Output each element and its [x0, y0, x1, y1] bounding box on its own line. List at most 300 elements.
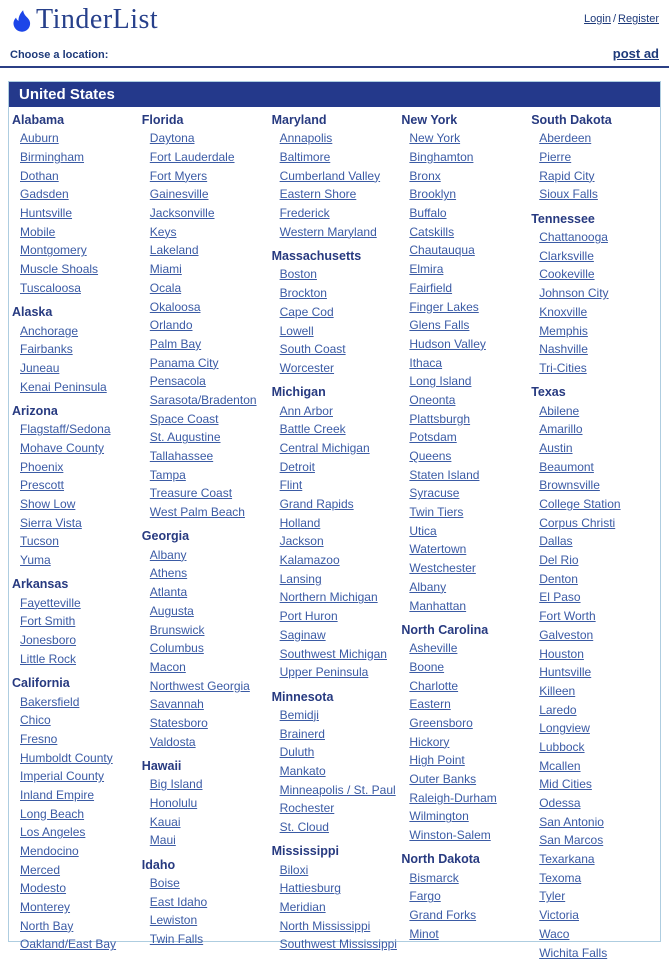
city-link[interactable]: Brainerd — [279, 726, 325, 741]
city-link[interactable]: Wichita Falls — [539, 945, 608, 960]
city-link[interactable]: Boise — [149, 876, 180, 891]
city-link[interactable]: Fort Myers — [149, 168, 208, 183]
city-link[interactable]: Long Beach — [20, 806, 85, 821]
city-row — [400, 316, 530, 335]
city-link[interactable]: Mendocino — [20, 844, 79, 859]
city-row — [271, 551, 401, 570]
city-link[interactable]: Syracuse — [409, 486, 460, 501]
city-row — [141, 714, 271, 733]
login-link[interactable]: Login — [584, 13, 611, 25]
city-link[interactable]: Statesboro — [149, 715, 208, 730]
city-row — [11, 420, 141, 439]
city-link[interactable]: Potsdam — [409, 430, 457, 445]
city-link[interactable]: Pensacola — [149, 374, 206, 389]
city-link[interactable]: Ann Arbor — [279, 403, 333, 418]
city-link[interactable]: Denton — [539, 571, 578, 586]
state-heading: Mississippi — [271, 844, 339, 859]
city-link[interactable]: Abilene — [539, 403, 580, 418]
city-link[interactable]: Finger Lakes — [409, 299, 479, 314]
city-link[interactable]: Boone — [409, 659, 445, 674]
city-link[interactable]: Brownsville — [539, 478, 600, 493]
city-link[interactable]: Twin Falls — [149, 932, 204, 947]
city-link[interactable]: Amarillo — [539, 422, 583, 437]
city-link[interactable]: Kauai — [149, 814, 181, 829]
city-row — [11, 898, 141, 917]
city-row — [141, 279, 271, 298]
city-row — [141, 353, 271, 372]
logo-text: TinderList — [36, 4, 159, 35]
city-row — [400, 353, 530, 372]
city-row — [11, 612, 141, 631]
city-link[interactable]: Austin — [539, 440, 573, 455]
city-link[interactable]: Ithaca — [409, 355, 443, 370]
city-link[interactable]: Western Maryland — [279, 224, 377, 239]
city-link[interactable]: Killeen — [539, 683, 576, 698]
city-link[interactable]: Del Rio — [539, 553, 579, 568]
city-link[interactable]: Laredo — [539, 702, 577, 717]
city-link[interactable]: East Idaho — [149, 894, 208, 909]
city-link[interactable]: Cumberland Valley — [279, 168, 381, 183]
city-link[interactable]: Phoenix — [20, 459, 64, 474]
city-link[interactable]: Central Michigan — [279, 440, 370, 455]
city-link[interactable]: Palm Bay — [149, 336, 202, 351]
city-row — [11, 166, 141, 185]
city-link[interactable]: Huntsville — [20, 206, 73, 221]
city-link[interactable]: Augusta — [149, 603, 194, 618]
city-link[interactable]: Detroit — [279, 459, 315, 474]
city-link[interactable]: Monterey — [20, 900, 71, 915]
state-group — [271, 843, 401, 953]
city-link[interactable]: Gainesville — [149, 187, 209, 202]
city-row — [530, 756, 660, 775]
city-link[interactable]: Nashville — [539, 342, 588, 357]
city-row — [400, 297, 530, 316]
city-link[interactable]: Knoxville — [539, 304, 588, 319]
city-link[interactable]: Brunswick — [149, 622, 205, 637]
city-link[interactable]: San Antonio — [539, 814, 604, 829]
city-link[interactable]: Lubbock — [539, 739, 585, 754]
city-link[interactable]: Utica — [409, 523, 437, 538]
city-link[interactable]: Queens — [409, 449, 452, 464]
city-link[interactable]: Birmingham — [20, 150, 85, 165]
city-row — [141, 260, 271, 279]
city-link[interactable]: Hickory — [409, 734, 450, 749]
city-link[interactable]: Boston — [279, 267, 317, 282]
column — [141, 112, 271, 962]
city-link[interactable]: Bakersfield — [20, 694, 80, 709]
city-row — [271, 532, 401, 551]
city-row — [400, 596, 530, 615]
city-link[interactable]: Eastern Shore — [279, 187, 357, 202]
city-row — [400, 391, 530, 410]
city-link[interactable]: Sarasota/Bradenton — [149, 392, 257, 407]
city-row — [400, 335, 530, 354]
city-link[interactable]: North Bay — [20, 918, 74, 933]
city-row — [530, 925, 660, 944]
city-row — [271, 284, 401, 303]
city-row — [400, 185, 530, 204]
city-row — [400, 807, 530, 826]
city-row — [141, 545, 271, 564]
city-link[interactable]: Odessa — [539, 796, 581, 811]
city-link[interactable]: Jacksonville — [149, 206, 215, 221]
city-link[interactable]: Big Island — [149, 777, 203, 792]
city-row — [141, 148, 271, 167]
city-link[interactable]: Texoma — [539, 870, 582, 885]
city-link[interactable]: Fayetteville — [20, 595, 81, 610]
register-link[interactable]: Register — [618, 13, 659, 25]
city-link[interactable]: Mid Cities — [539, 777, 592, 792]
city-link[interactable]: Yuma — [20, 553, 51, 568]
city-row — [271, 780, 401, 799]
city-link[interactable]: Victoria — [539, 908, 579, 923]
city-link[interactable]: Lowell — [279, 323, 314, 338]
city-link[interactable]: Buffalo — [409, 206, 447, 221]
city-link[interactable]: Upper Peninsula — [279, 665, 369, 680]
city-link[interactable]: New York — [409, 131, 461, 146]
city-row — [271, 303, 401, 322]
city-link[interactable]: Northern Michigan — [279, 590, 378, 605]
city-link[interactable]: Bismarck — [409, 870, 459, 885]
city-row — [11, 457, 141, 476]
city-link[interactable]: Waco — [539, 926, 570, 941]
city-link[interactable]: Mohave County — [20, 440, 105, 455]
city-row — [400, 260, 530, 279]
city-link[interactable]: Albany — [149, 547, 187, 562]
city-row — [271, 476, 401, 495]
city-link[interactable]: Biloxi — [279, 862, 309, 877]
city-row — [400, 503, 530, 522]
city-link[interactable]: Fort Lauderdale — [149, 150, 235, 165]
city-row — [141, 732, 271, 751]
city-link[interactable]: Muscle Shoals — [20, 262, 99, 277]
city-link[interactable]: Tri-Cities — [539, 360, 587, 375]
city-row — [530, 663, 660, 682]
city-link[interactable]: Westchester — [409, 561, 476, 576]
city-link[interactable]: Tyler — [539, 889, 566, 904]
city-link[interactable]: Modesto — [20, 881, 67, 896]
city-link[interactable]: Anchorage — [20, 323, 79, 338]
city-link[interactable]: Elmira — [409, 262, 444, 277]
city-link[interactable]: Twin Tiers — [409, 505, 464, 520]
city-link[interactable]: Sioux Falls — [539, 187, 598, 202]
city-link[interactable]: North Mississippi — [279, 918, 371, 933]
city-link[interactable]: Daytona — [149, 131, 195, 146]
city-row — [530, 148, 660, 167]
city-link[interactable]: Tallahassee — [149, 449, 214, 464]
city-link[interactable]: Minneapolis / St. Paul — [279, 782, 396, 797]
city-link[interactable]: Rapid City — [539, 168, 595, 183]
city-link[interactable]: Albany — [409, 579, 447, 594]
city-link[interactable]: Longview — [539, 721, 590, 736]
city-link[interactable]: Minot — [409, 926, 439, 941]
city-link[interactable]: Houston — [539, 646, 584, 661]
city-row — [11, 823, 141, 842]
city-link[interactable]: Chico — [20, 713, 51, 728]
city-link[interactable]: Tucson — [20, 534, 59, 549]
city-link[interactable]: Tampa — [149, 467, 186, 482]
city-link[interactable]: Baltimore — [279, 150, 331, 165]
city-link[interactable]: Frederick — [279, 206, 330, 221]
city-link[interactable]: Rochester — [279, 801, 335, 816]
city-link[interactable]: Texarkana — [539, 852, 595, 867]
city-link[interactable]: Aberdeen — [539, 131, 592, 146]
city-link[interactable]: Ocala — [149, 280, 182, 295]
state-heading: Michigan — [271, 385, 326, 400]
city-link[interactable]: Memphis — [539, 323, 588, 338]
city-row — [271, 340, 401, 359]
city-link[interactable]: Annapolis — [279, 131, 333, 146]
city-link[interactable]: Duluth — [279, 745, 315, 760]
city-link[interactable]: Okaloosa — [149, 299, 201, 314]
city-link[interactable]: St. Augustine — [149, 430, 221, 445]
city-link[interactable]: Chautauqua — [409, 243, 475, 258]
city-row — [400, 521, 530, 540]
flame-icon — [10, 6, 35, 34]
city-link[interactable]: Inland Empire — [20, 787, 95, 802]
city-link[interactable]: Hudson Valley — [409, 336, 486, 351]
city-link[interactable]: South Coast — [279, 342, 346, 357]
city-link[interactable]: Flagstaff/Sedona — [20, 422, 111, 437]
city-link[interactable]: Miami — [149, 262, 182, 277]
city-row — [271, 916, 401, 935]
city-row — [271, 569, 401, 588]
city-row — [271, 185, 401, 204]
city-link[interactable]: Greensboro — [409, 715, 473, 730]
city-link[interactable]: Dothan — [20, 168, 59, 183]
state-heading: Florida — [141, 113, 184, 127]
city-link[interactable]: Maui — [149, 833, 176, 848]
city-link[interactable]: Savannah — [149, 697, 204, 712]
city-link[interactable]: Mcallen — [539, 758, 581, 773]
city-link[interactable]: Huntsville — [539, 665, 592, 680]
city-link[interactable]: Flint — [279, 478, 303, 493]
city-link[interactable]: College Station — [539, 497, 621, 512]
city-link[interactable]: Fresno — [20, 731, 58, 746]
city-row — [271, 935, 401, 954]
city-link[interactable]: High Point — [409, 753, 465, 768]
city-link[interactable]: Brockton — [279, 286, 327, 301]
city-link[interactable]: Montgomery — [20, 243, 87, 258]
city-link[interactable]: Oneonta — [409, 392, 456, 407]
city-link[interactable]: Battle Creek — [279, 422, 346, 437]
city-row — [141, 222, 271, 241]
city-link[interactable]: Port Huron — [279, 609, 338, 624]
city-link[interactable]: Eastern — [409, 697, 451, 712]
city-link[interactable]: Oakland/East Bay — [20, 937, 117, 952]
city-row — [530, 129, 660, 148]
city-row — [530, 284, 660, 303]
city-link[interactable]: Fairbanks — [20, 342, 73, 357]
city-row — [400, 222, 530, 241]
city-row — [11, 650, 141, 669]
city-link[interactable]: Macon — [149, 659, 186, 674]
city-link[interactable]: Prescott — [20, 478, 65, 493]
state-heading: Hawaii — [141, 759, 182, 773]
city-link[interactable]: Watertown — [409, 542, 467, 557]
city-link[interactable]: Show Low — [20, 497, 76, 512]
city-link[interactable]: Hattiesburg — [279, 881, 341, 896]
city-row — [141, 316, 271, 335]
post-ad-link[interactable]: post ad — [612, 46, 659, 61]
city-link[interactable]: Bemidji — [279, 707, 319, 722]
state-heading: Idaho — [141, 857, 176, 872]
city-row — [530, 185, 660, 204]
city-link[interactable]: Orlando — [149, 318, 193, 333]
city-link[interactable]: Fort Smith — [20, 614, 76, 629]
city-row — [11, 551, 141, 570]
city-link[interactable]: El Paso — [539, 590, 581, 605]
state-heading: Maryland — [271, 113, 327, 127]
city-link[interactable]: Merced — [20, 862, 61, 877]
city-row — [141, 620, 271, 639]
city-row — [271, 860, 401, 879]
city-link[interactable]: Fort Worth — [539, 609, 596, 624]
app-logo[interactable] — [10, 4, 158, 36]
city-link[interactable]: Binghamton — [409, 150, 474, 165]
city-row — [141, 831, 271, 850]
city-row — [530, 812, 660, 831]
columns-container — [9, 107, 660, 962]
city-link[interactable]: Cookeville — [539, 267, 595, 282]
city-link[interactable]: Winston-Salem — [409, 828, 491, 843]
state-group — [530, 384, 660, 962]
city-link[interactable]: Atlanta — [149, 585, 188, 600]
city-link[interactable]: Raleigh-Durham — [409, 790, 497, 805]
city-link[interactable]: Fairfield — [409, 280, 453, 295]
city-link[interactable]: San Marcos — [539, 833, 604, 848]
city-link[interactable]: Cape Cod — [279, 304, 334, 319]
city-link[interactable]: Columbus — [149, 641, 204, 656]
city-link[interactable]: Asheville — [409, 641, 458, 656]
city-row — [141, 409, 271, 428]
city-link[interactable]: Keys — [149, 224, 177, 239]
city-link[interactable]: Lakeland — [149, 243, 199, 258]
city-link[interactable]: Johnson City — [539, 286, 609, 301]
city-row — [11, 279, 141, 298]
city-link[interactable]: Humboldt County — [20, 750, 113, 765]
city-link[interactable]: Brooklyn — [409, 187, 457, 202]
state-group — [141, 857, 271, 949]
city-link[interactable]: Tuscaloosa — [20, 280, 81, 295]
city-row — [400, 925, 530, 944]
city-row — [400, 484, 530, 503]
city-row — [271, 799, 401, 818]
city-link[interactable]: Panama City — [149, 355, 219, 370]
city-link[interactable]: West Palm Beach — [149, 505, 245, 520]
city-link[interactable]: Pierre — [539, 150, 572, 165]
city-link[interactable]: Los Angeles — [20, 825, 86, 840]
city-link[interactable]: Clarksville — [539, 248, 594, 263]
city-link[interactable]: Imperial County — [20, 769, 105, 784]
city-row — [11, 359, 141, 378]
us-section-box — [8, 81, 661, 960]
city-link[interactable]: Lewiston — [149, 913, 198, 928]
city-link[interactable]: Auburn — [20, 131, 59, 146]
city-link[interactable]: Beaumont — [539, 459, 594, 474]
city-link[interactable]: Wilmington — [409, 809, 469, 824]
city-link[interactable]: Mobile — [20, 224, 56, 239]
city-link[interactable]: Honolulu — [149, 796, 198, 811]
city-row — [271, 724, 401, 743]
city-row — [11, 377, 141, 396]
city-row — [530, 420, 660, 439]
city-link[interactable]: Southwest Michigan — [279, 646, 387, 661]
city-link[interactable]: Grand Rapids — [279, 497, 354, 512]
city-row — [141, 676, 271, 695]
city-link[interactable]: Catskills — [409, 224, 455, 239]
city-row — [11, 879, 141, 898]
city-row — [271, 129, 401, 148]
city-link[interactable]: Athens — [149, 566, 188, 581]
city-link[interactable]: Sierra Vista — [20, 515, 82, 530]
city-link[interactable]: Chattanooga — [539, 230, 608, 245]
city-link[interactable]: Staten Island — [409, 467, 480, 482]
city-link[interactable]: Juneau — [20, 360, 60, 375]
state-group — [11, 675, 141, 954]
city-link[interactable]: Bronx — [409, 168, 441, 183]
city-link[interactable]: Meridian — [279, 900, 326, 915]
city-link[interactable]: Little Rock — [20, 651, 77, 666]
city-link[interactable]: Treasure Coast — [149, 486, 233, 501]
city-row — [141, 447, 271, 466]
city-link[interactable]: Space Coast — [149, 411, 219, 426]
city-link[interactable]: Long Island — [409, 374, 472, 389]
city-link[interactable]: Fargo — [409, 889, 441, 904]
column — [11, 112, 141, 962]
city-row — [11, 730, 141, 749]
city-link[interactable]: Jonesboro — [20, 633, 77, 648]
city-link[interactable]: Manhattan — [409, 598, 467, 613]
city-row — [141, 930, 271, 949]
city-row — [11, 222, 141, 241]
city-row — [400, 906, 530, 925]
state-group — [11, 403, 141, 570]
city-link[interactable]: Glens Falls — [409, 318, 470, 333]
city-link[interactable]: Grand Forks — [409, 908, 477, 923]
city-link[interactable]: Northwest Georgia — [149, 678, 250, 693]
city-row — [11, 185, 141, 204]
city-row — [141, 639, 271, 658]
city-link[interactable]: Gadsden — [20, 187, 69, 202]
city-row — [141, 391, 271, 410]
city-row — [530, 551, 660, 570]
state-group — [400, 851, 530, 943]
city-link[interactable]: Charlotte — [409, 678, 459, 693]
city-row — [271, 879, 401, 898]
city-row — [141, 129, 271, 148]
city-link[interactable]: Kenai Peninsula — [20, 379, 107, 394]
city-link[interactable]: Dallas — [539, 534, 573, 549]
city-link[interactable]: Kalamazoo — [279, 553, 340, 568]
city-link[interactable]: Valdosta — [149, 734, 196, 749]
city-link[interactable]: Holland — [279, 515, 321, 530]
city-link[interactable]: Galveston — [539, 627, 594, 642]
city-link[interactable]: Plattsburgh — [409, 411, 471, 426]
city-link[interactable]: Corpus Christi — [539, 515, 616, 530]
city-row — [141, 428, 271, 447]
city-link[interactable]: St. Cloud — [279, 820, 329, 835]
city-row — [530, 303, 660, 322]
city-row — [530, 775, 660, 794]
city-link[interactable]: Southwest Mississippi — [279, 937, 397, 952]
city-link[interactable]: Outer Banks — [409, 772, 477, 787]
city-link[interactable]: Lansing — [279, 571, 322, 586]
city-link[interactable]: Mankato — [279, 763, 326, 778]
city-link[interactable]: Jackson — [279, 534, 324, 549]
city-link[interactable]: Worcester — [279, 360, 335, 375]
city-link[interactable]: Saginaw — [279, 627, 326, 642]
